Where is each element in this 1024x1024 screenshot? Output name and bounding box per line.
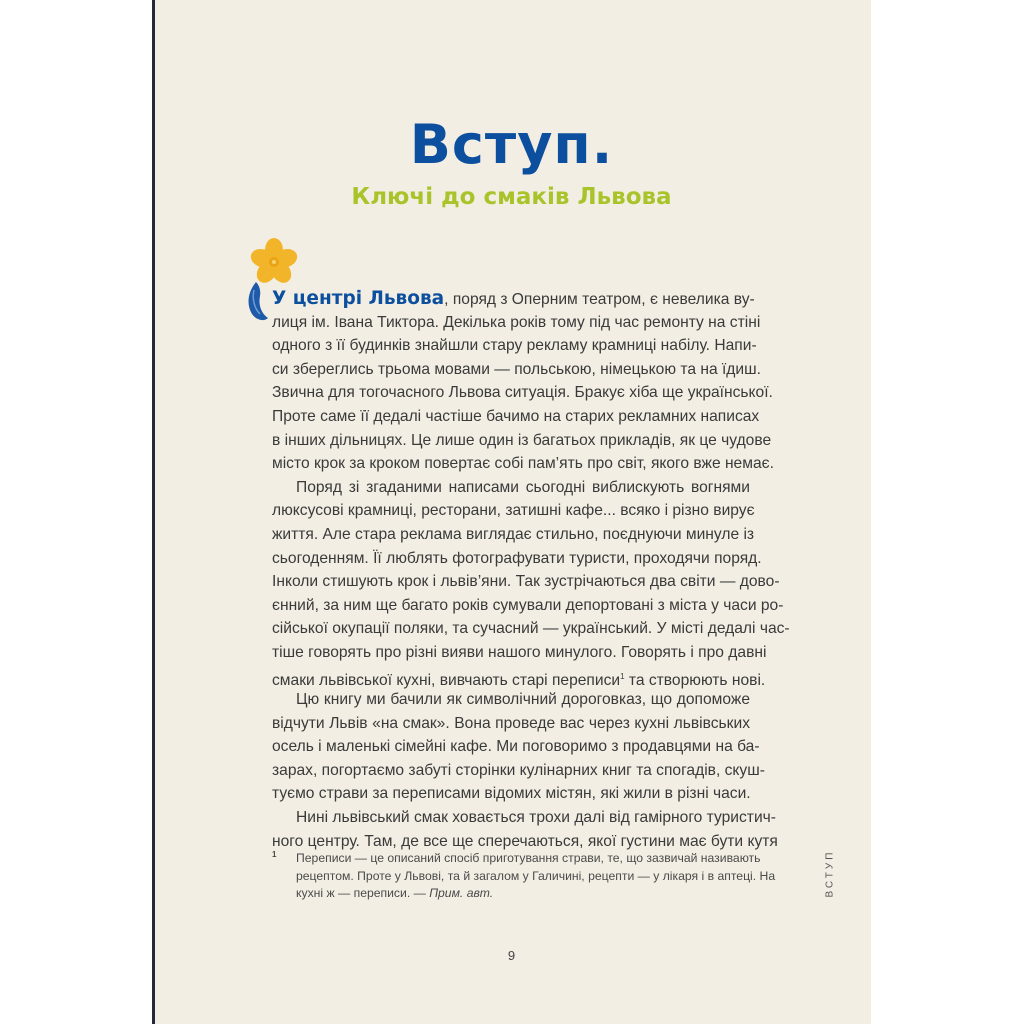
text-line: Проте саме її дедалі частіше бачимо на старих рекламних написах bbox=[272, 407, 760, 425]
text-line: тіше говорять про різні вияви нашого минулого. Говорять і про давні bbox=[272, 643, 767, 661]
text-line: ного центру. Там, де все ще сперечаються, якої густини має бути кутя bbox=[272, 832, 778, 850]
text-line: зарах, погортаємо забуті сторінки кулінарних книг та спогадів, скуш- bbox=[272, 761, 765, 779]
text-line: люксусові крамниці, ресторани, затишні кафе... всяко і різно вирує bbox=[272, 502, 755, 520]
text-line: в інших дільницях. Це лише один із багатьох прикладів, як це чудове bbox=[272, 431, 772, 449]
text-line: лиця ім. Івана Тиктора. Декілька років тому під час ремонту на стіні bbox=[272, 313, 761, 331]
text-line: Звична для тогочасного Львова ситуація. Бракує хіба ще української. bbox=[272, 384, 773, 402]
text-line: осель і маленькі сімейні кафе. Ми поговоримо з продавцями на ба- bbox=[272, 738, 760, 756]
footnote-mark: 1 bbox=[272, 850, 277, 859]
text-line: єнний, за ним ще багато років сумували депортовані з міста у часи ро- bbox=[272, 596, 784, 614]
text-line: У центрі Львова, поряд з Оперним театром, є невелика ву- bbox=[272, 288, 755, 309]
text-line: Інколи стишують крок і львів’яни. Так зустрічаються два світи — дово- bbox=[272, 573, 780, 591]
text-line: си збереглись трьома мовами — польською, німецькою та на їдиш. bbox=[272, 360, 761, 378]
footnote-text bbox=[296, 850, 776, 903]
text-line: смаки львівської кухні, вивчають старі переписи$^1$ та створюють нові. bbox=[272, 671, 766, 689]
footnote-line: Переписи — це описаний спосіб приготування страви, те, що зазвичай називають bbox=[296, 851, 761, 865]
footnote-line: кухні ж — переписи. — Прим. авт. bbox=[296, 886, 494, 900]
chapter-subtitle: Ключі до смаків Львова bbox=[351, 184, 672, 210]
text-line: туємо страви за переписами відомих містян, які жили в різні часи. bbox=[272, 785, 751, 803]
text-line: місто крок за кроком повертає собі пам’ять про світ, якого вже немає. bbox=[272, 455, 774, 473]
text-line: сійської окупації поляки, та сучасний — український. У місті дедалі час- bbox=[272, 620, 790, 638]
footnote-line: рецептом. Проте у Львові, та й загалом у Галичині, рецепти — у лікаря і в аптеці. На bbox=[296, 868, 776, 883]
text-line: Нині львівський смак ховається трохи далі від гамірного туристич- bbox=[296, 809, 776, 827]
text-line: життя. Але стара реклама виглядає стильно, поєднуючи минуле із bbox=[272, 525, 755, 543]
page-number: 9 bbox=[507, 948, 516, 963]
lead-in: У центрі Львова bbox=[272, 288, 445, 309]
body-text bbox=[272, 287, 790, 853]
footnote bbox=[272, 850, 776, 903]
running-section-label: ВСТУП bbox=[824, 849, 836, 898]
text-line: сьогоденням. Її люблять фотографувати туристи, проходячи поряд. bbox=[272, 549, 762, 567]
text-line: відчути Львів «на смак». Вона проведе вас через кухні львівських bbox=[272, 714, 750, 732]
text-line: Цю книгу ми бачили як символічний дороговказ, що допоможе bbox=[296, 691, 750, 709]
text-line: одного з її будинків знайшли стару рекламу крамниці набілу. Напи- bbox=[272, 337, 757, 355]
author-note: Прим. авт. bbox=[429, 886, 494, 900]
chapter-title: Вступ. bbox=[409, 113, 614, 176]
text-line: Поряд зі згаданими написами сьогодні виблискують вогнями bbox=[296, 478, 750, 496]
footnote-ref[interactable]: 1 bbox=[620, 671, 625, 681]
